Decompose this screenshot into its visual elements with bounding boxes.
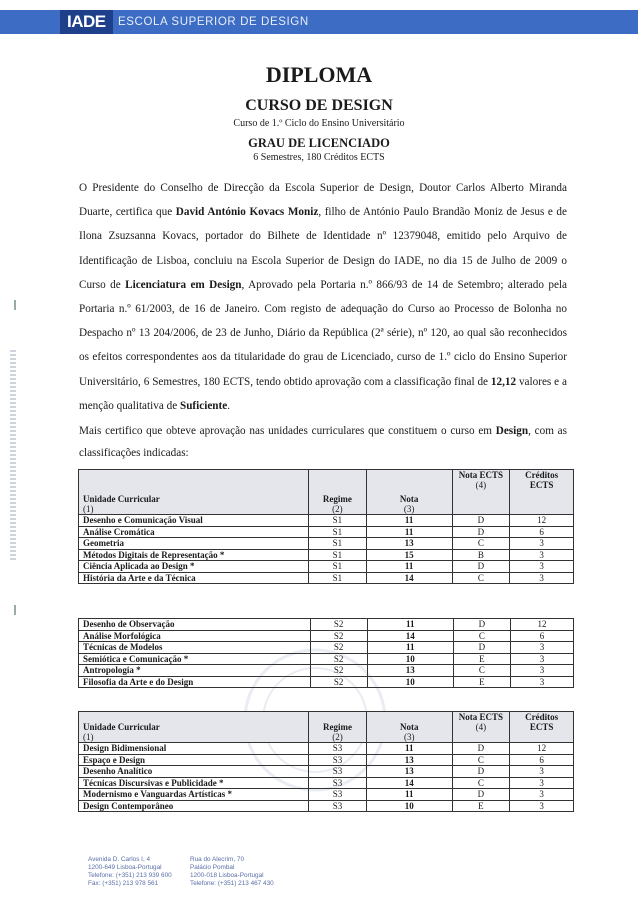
semesters-credits: 6 Semestres, 180 Créditos ECTS: [253, 152, 385, 163]
grade-value: 11: [366, 526, 452, 538]
course-cycle: Curso de 1.º Ciclo do Ensino Universitário: [233, 118, 405, 129]
table-row: [79, 619, 574, 631]
footer-line: Rua do Alecrim, 70: [190, 856, 244, 863]
table-header-row: [79, 470, 574, 515]
degree-name: Licenciatura em Design: [125, 278, 242, 291]
header-nota: [366, 712, 452, 743]
table-row: [79, 526, 574, 538]
header-nota-note: (3): [404, 732, 415, 742]
credits-value: 12: [510, 619, 573, 631]
grade-value: 15: [366, 549, 452, 561]
grade-value: 14: [366, 777, 452, 789]
ects-grade: C: [453, 665, 510, 677]
grade-value: 14: [367, 630, 453, 642]
credits-value: 12: [510, 515, 574, 527]
unit-name: Semiótica e Comunicação *: [79, 653, 311, 665]
grade-value: 10: [367, 676, 453, 688]
ects-grade: C: [452, 538, 510, 550]
unit-name: Desenho e Comunicação Visual: [79, 515, 309, 527]
ects-grade: C: [452, 754, 510, 766]
unit-name: Espaço e Design: [79, 754, 309, 766]
grade-value: 10: [366, 800, 452, 812]
regime-value: S1: [308, 572, 366, 584]
student-name: David António Kovacs Moniz: [175, 206, 319, 219]
footer-line: Palácio Pombal: [190, 864, 235, 871]
header-nota-label: Nota: [400, 722, 419, 732]
credits-value: 6: [510, 526, 574, 538]
regime-value: S3: [309, 777, 367, 789]
grade-value: 11: [367, 619, 453, 631]
header-unit: [79, 470, 309, 515]
regime-value: S1: [308, 526, 366, 538]
grade-value: 13: [366, 766, 452, 778]
unit-name: Filosofia da Arte e do Design: [79, 676, 311, 688]
certification-paragraph: [79, 176, 567, 418]
header-nota-label: Nota: [399, 494, 419, 504]
ects-grade: D: [452, 515, 510, 527]
grade-value: 10: [367, 653, 453, 665]
header-unit-label: Unidade Curricular: [83, 722, 160, 732]
unit-name: Análise Morfológica: [79, 630, 311, 642]
unit-name: Métodos Digitais de Representação *: [79, 549, 309, 561]
regime-value: S2: [310, 653, 367, 665]
unit-name: Ciência Aplicada ao Design *: [79, 561, 309, 573]
header-credits: Créditos ECTS: [510, 712, 574, 743]
grades-table-1: [78, 469, 574, 584]
table-row: [79, 572, 574, 584]
grade-value: 11: [367, 642, 453, 654]
grade-value: 13: [366, 754, 452, 766]
ects-grade: D: [452, 561, 510, 573]
header-banner: [0, 10, 638, 34]
table-row: [79, 743, 574, 755]
ects-grade: E: [453, 676, 510, 688]
regime-value: S2: [310, 642, 367, 654]
header-ects-note: (4): [475, 722, 487, 732]
ects-grade: E: [453, 653, 510, 665]
course-name-inline: Design: [495, 425, 529, 437]
header-regime-note: (2): [332, 504, 343, 514]
header-ects: [452, 470, 510, 515]
ects-grade: D: [452, 766, 510, 778]
body-text: , filho de António Paulo Brandão Moniz de Jesus e de Ilona Zsuzsanna Kovacs, portador do Bilhete de Identidade nº 12379048, emitido pelo Arquivo de Identificação de Lisboa, concluiu na Escola Superior de Design do IADE, no dia 15 de Julho de 2009 o Curso de: [79, 206, 567, 291]
credits-value: 3: [510, 572, 574, 584]
unit-name: Modernismo e Vanguardas Artísticas *: [79, 789, 309, 801]
credits-value: 3: [510, 766, 574, 778]
credits-value: 3: [510, 789, 574, 801]
table-header-row: [79, 712, 574, 743]
grade-value: 11: [366, 561, 452, 573]
table-row: [79, 777, 574, 789]
header-unit-note: (1): [83, 732, 94, 742]
course-name: CURSO DE DESIGN: [245, 97, 393, 114]
body-text: Mais certifico que obteve aprovação nas unidades curriculares que constituem o curso em: [79, 425, 496, 437]
header-unit-label: Unidade Curricular: [83, 494, 160, 504]
header-regime-label: Regime: [322, 494, 352, 504]
side-microtext: [10, 350, 16, 560]
table-row: [79, 561, 574, 573]
ects-grade: C: [452, 572, 510, 584]
ects-grade: B: [452, 549, 510, 561]
table-row: [79, 653, 574, 665]
credits-value: 3: [510, 642, 573, 654]
header-nota-note: (3): [403, 504, 415, 514]
header-regime: [309, 712, 367, 743]
body-text: , com as classificações indicadas:: [79, 425, 567, 459]
regime-value: S2: [310, 619, 367, 631]
regime-value: S1: [308, 561, 366, 573]
grade-value: 11: [366, 515, 452, 527]
header-regime-label: Regime: [322, 722, 352, 732]
footer-line: Fax: (+351) 213 978 561: [88, 880, 159, 887]
unit-name: Desenho Analítico: [79, 766, 309, 778]
table-row: [79, 676, 574, 688]
degree-title: GRAU DE LICENCIADO: [248, 136, 390, 150]
table-row: [79, 766, 574, 778]
ects-grade: C: [452, 777, 510, 789]
unit-name: Análise Cromática: [79, 526, 309, 538]
grade-value: 11: [366, 743, 452, 755]
ects-grade: D: [453, 642, 510, 654]
header-nota: [366, 470, 452, 515]
regime-value: S2: [310, 665, 367, 677]
credits-value: 3: [510, 777, 574, 789]
table-row: [79, 642, 574, 654]
school-name: ESCOLA SUPERIOR DE DESIGN: [118, 16, 309, 28]
credits-value: 6: [510, 630, 573, 642]
body-text: valores e a menção qualitativa de: [79, 375, 567, 412]
footer-line: Avenida D. Carlos I, 4: [88, 856, 151, 863]
unit-name: Design Contemporâneo: [79, 800, 309, 812]
credits-value: 12: [510, 743, 574, 755]
table-row: [79, 515, 574, 527]
table-row: [79, 630, 574, 642]
credits-value: 3: [510, 665, 573, 677]
ects-grade: C: [453, 630, 510, 642]
table-row: [79, 665, 574, 677]
footer-address-secondary: [190, 856, 274, 888]
units-intro-paragraph: [79, 420, 567, 464]
grade-value: 14: [366, 572, 452, 584]
table-row: [79, 800, 574, 812]
grade-value: 13: [367, 665, 453, 677]
regime-value: S3: [309, 789, 367, 801]
header-ects-note: (4): [475, 480, 487, 490]
header-ects-label: Nota ECTS: [458, 712, 504, 722]
regime-value: S2: [310, 630, 367, 642]
regime-value: S3: [309, 754, 367, 766]
table-row: [79, 754, 574, 766]
table-row: [79, 538, 574, 550]
credits-value: 3: [510, 549, 574, 561]
grade-value: 13: [366, 538, 452, 550]
unit-name: Design Bidimensional: [79, 743, 309, 755]
qualitative-mention: Suficiente: [179, 399, 228, 412]
ects-grade: D: [452, 789, 510, 801]
grades-table-2: [78, 618, 574, 688]
header-regime: [308, 470, 366, 515]
unit-name: Geometria: [79, 538, 309, 550]
credits-value: 3: [510, 538, 574, 550]
body-text: , Aprovado pela Portaria n.º 866/93 de 14 de Setembro; alterado pela Portaria n.º 61/2003, de 16 de Janeiro. Com registo de adequação do Curso ao Processo de Bolonha no Despacho nº 13 204/2006, de 23 de Junho, Diário da República (2ª série), nº 120, ao qual são reconhecidos os efeitos correspondentes aos da titularidade do grau de Licenciado, curso de 1.º ciclo do Ensino Superior Universitário, 6 Semestres, 180 ECTS, tendo obtido aprovação com a classificação final de: [79, 278, 567, 388]
regime-value: S1: [308, 515, 366, 527]
credits-value: 3: [510, 653, 573, 665]
unit-name: Técnicas Discursivas e Publicidade *: [79, 777, 309, 789]
ects-grade: D: [452, 526, 510, 538]
footer-address-main: [88, 856, 172, 888]
ects-grade: E: [452, 800, 510, 812]
header-unit-note: (1): [83, 504, 94, 514]
grades-table-3: [78, 711, 574, 812]
unit-name: Antropologia *: [79, 665, 311, 677]
ects-grade: D: [453, 619, 510, 631]
unit-name: Desenho de Observação: [79, 619, 311, 631]
header-unit: [79, 712, 309, 743]
margin-mark: [14, 605, 16, 615]
credits-value: 6: [510, 754, 574, 766]
footer-line: Telefone: (+351) 213 467 430: [190, 880, 274, 887]
header-ects: [452, 712, 510, 743]
header-ects-label: Nota ECTS: [458, 470, 503, 480]
grade-value: 11: [366, 789, 452, 801]
header-regime-note: (2): [332, 732, 343, 742]
body-text: .: [227, 399, 230, 412]
credits-value: 3: [510, 676, 573, 688]
unit-name: Técnicas de Modelos: [79, 642, 311, 654]
document-title: DIPLOMA: [265, 62, 373, 87]
regime-value: S1: [308, 549, 366, 561]
credits-value: 3: [510, 800, 574, 812]
credits-value: 3: [510, 561, 574, 573]
table-row: [79, 789, 574, 801]
regime-value: S3: [309, 800, 367, 812]
unit-name: História da Arte e da Técnica: [79, 572, 309, 584]
body-text: O Presidente do Conselho de Direcção da Escola Superior de Design, Doutor Carlos Alberto Miranda Duarte, certifica que: [79, 182, 567, 219]
footer-line: 1200-649 Lisboa-Portugal: [88, 864, 162, 871]
table-row: [79, 549, 574, 561]
header-credits: Créditos ECTS: [510, 470, 574, 515]
regime-value: S1: [308, 538, 366, 550]
ects-grade: D: [452, 743, 510, 755]
margin-mark: [14, 300, 16, 310]
regime-value: S3: [309, 743, 367, 755]
footer-line: 1200-018 Lisboa-Portugal: [190, 872, 264, 879]
iade-logo: IADE: [60, 10, 113, 34]
footer-line: Telefone: (+351) 213 939 600: [88, 872, 172, 879]
final-grade: 12,12: [490, 375, 517, 388]
regime-value: S2: [310, 676, 367, 688]
regime-value: S3: [309, 766, 367, 778]
